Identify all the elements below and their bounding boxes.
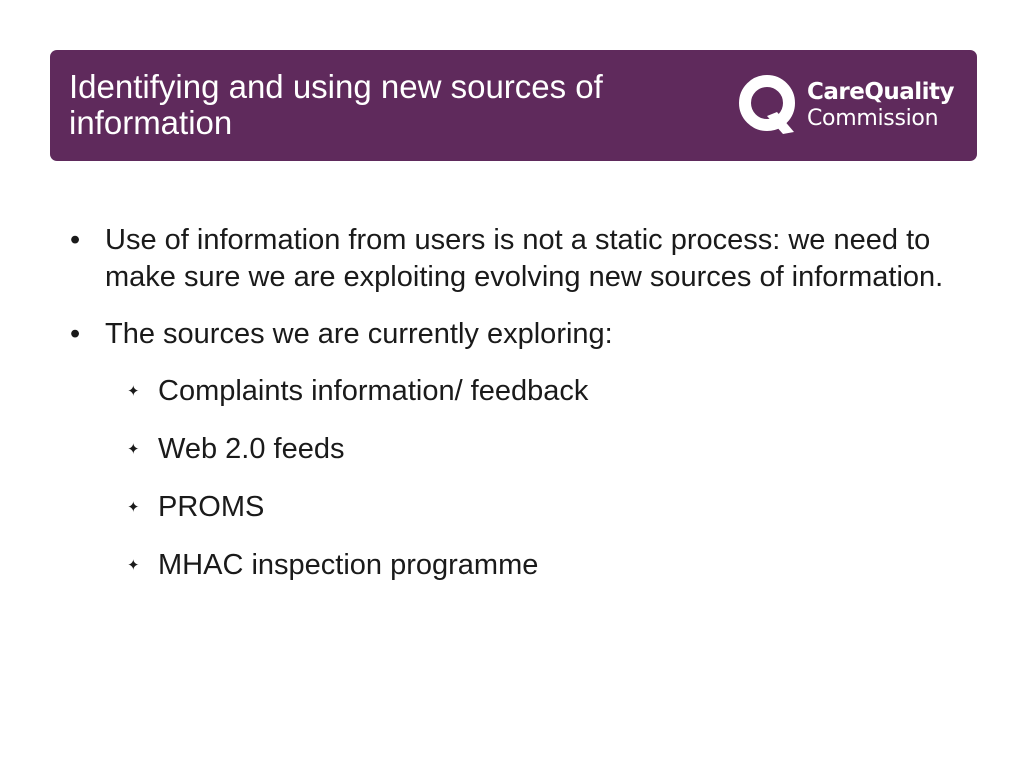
bullet-item	[70, 316, 970, 584]
slide-title: Identifying and using new sources of information	[69, 68, 603, 141]
sub-bullet-item	[105, 431, 970, 468]
sub-bullet-text: MHAC inspection programme	[158, 549, 539, 581]
sub-bullet-item	[105, 547, 970, 584]
sub-bullet-list	[105, 373, 970, 584]
sub-bullet-icon: ✦	[127, 441, 140, 458]
sub-bullet-text: PROMS	[158, 491, 265, 523]
sub-bullet-icon: ✦	[127, 557, 140, 574]
sub-bullet-item	[105, 373, 970, 410]
slide-body	[70, 222, 970, 605]
header-bar	[50, 50, 977, 161]
bullet-list	[70, 222, 970, 584]
logo-name-line2: Commission	[807, 106, 939, 131]
bullet-text: The sources we are currently exploring:	[105, 318, 613, 350]
sub-bullet-item	[105, 489, 970, 526]
cqc-logo	[737, 70, 969, 146]
sub-bullet-icon: ✦	[127, 383, 140, 400]
sub-bullet-text: Complaints information/ feedback	[158, 375, 589, 407]
bullet-icon: •	[70, 224, 81, 256]
logo-name-line1: CareQuality	[807, 79, 955, 105]
sub-bullet-icon: ✦	[127, 499, 140, 516]
sub-bullet-text: Web 2.0 feeds	[158, 433, 345, 465]
cqc-q-logo-icon	[737, 72, 801, 144]
bullet-icon: •	[70, 318, 81, 350]
bullet-item	[70, 222, 970, 296]
logo-wordmark	[807, 79, 954, 132]
bullet-text: Use of information from users is not a static process: we need to make sure we are exploiting evolving new sources of information.	[105, 224, 944, 293]
